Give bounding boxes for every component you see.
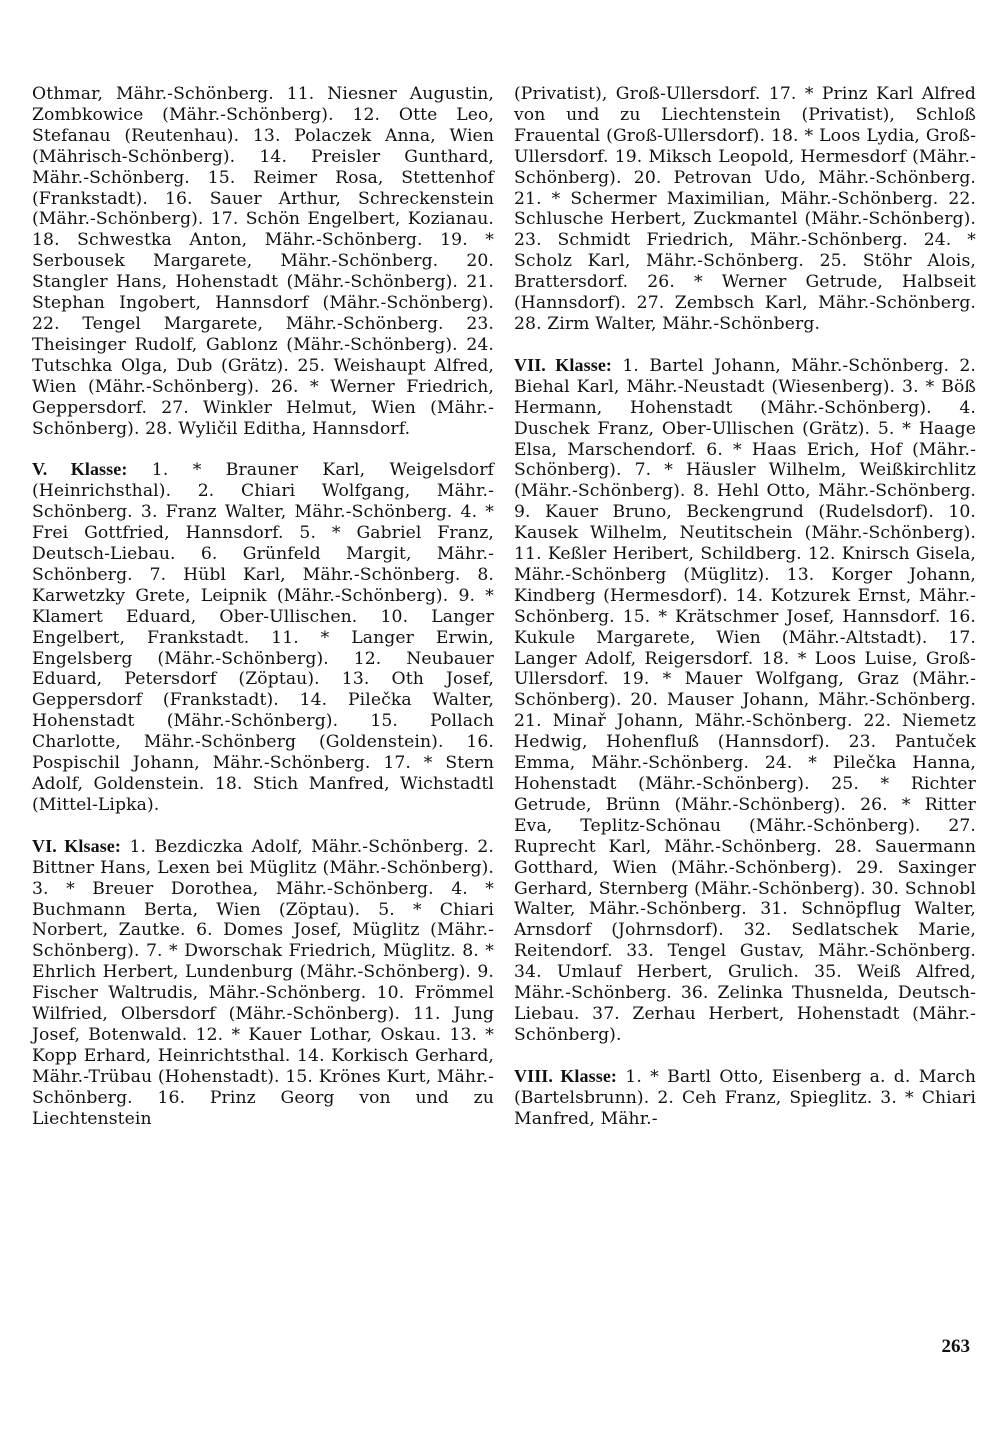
paragraph-class-4-continued: Othmar, Mähr.-Schönberg. 11. Niesner Augustin, Zombkowice (Mähr.-Schönberg). 12. Otte Leo, Stefanau (Reutenhau). 13. Polaczek Anna, Wien (Mährisch-Schönberg). 14. Preisler Gunthard, Mähr.-Schönberg. 15. Reimer Rosa, Stettenhof (Frankstadt). 16. Sauer Arthur, Schreckenstein (Mähr.-Schönberg). 17. Schön Engelbert, Kozianau. 18. Schwestka Anton, Mähr.-Schönberg. 19. * Serbousek Margarete, Mähr.-Schönberg. 20. Stangler Hans, Hohenstadt (Mähr.-Schönberg). 21. Stephan Ingobert, Hannsdorf (Mähr.-Schönberg). 22. Tengel Margarete, Mähr.-Schönberg. 23. Theisinger Rudolf, Gablonz (Mähr.-Schönberg). 24. Tutschka Olga, Dub (Grätz). 25. Weishaupt Alfred, Wien (Mähr.-Schönberg). 26. * Werner Friedrich, Geppersdorf. 27. Winkler Helmut, Wien (Mähr.-Schönberg). 28. Wyličil Editha, Hannsdorf. bbox=[32, 84, 494, 439]
class-7-list: 1. Bartel Johann, Mähr.-Schönberg. 2. Biehal Karl, Mähr.-Neustadt (Wiesenberg). 3. * Böß Hermann, Hohenstadt (Mähr.-Schönberg). 4. Duschek Franz, Ober-Ullischen (Grätz). 5. * Haage Elsa, Marschendorf. 6. * Haas Erich, Hof (Mähr.-Schönberg). 7. * Häusler Wilhelm, Weißkirchlitz (Mähr.-Schönberg). 8. Hehl Otto, Mähr.-Schönberg. 9. Kauer Bruno, Beckengrund (Rudelsdorf). 10. Kausek Wilhelm, Neutitschein (Mähr.-Schönberg). 11. Keßler Heribert, Schildberg. 12. Knirsch Gisela, Mähr.-Schönberg (Müglitz). 13. Korger Johann, Kindberg (Hermesdorf). 14. Kotzurek Ernst, Mähr.-Schönberg. 15. * Krätschmer Josef, Hannsdorf. 16. Kukule Margarete, Wien (Mähr.-Altstadt). 17. Langer Adolf, Reigersdorf. 18. * Loos Luise, Groß-Ullersdorf. 19. * Mauer Wolfgang, Graz (Mähr.-Schönberg). 20. Mauser Johann, Mähr.-Schönberg. 21. Minař Johann, Mähr.-Schönberg. 22. Niemetz Hedwig, Hohenfluß (Hannsdorf). 23. Pantuček Emma, Mähr.-Schönberg. 24. * Pilečka Hanna, Hohenstadt (Mähr.-Schönberg). 25. * Richter Getrude, Brünn (Mähr.-Schönberg). 26. * Ritter Eva, Teplitz-Schönau (Mähr.-Schönberg). 27. Ruprecht Karl, Mähr.-Schönberg. 28. Sauermann Gotthard, Wien (Mähr.-Schönberg). 29. Saxinger Gerhard, Sternberg (Mähr.-Schönberg). 30. Schnobl Walter, Mähr.-Schönberg. 31. Schnöpflug Walter, Arnsdorf (Johrnsdorf). 32. Sedlatschek Marie, Reitendorf. 33. Tengel Gustav, Mähr.-Schönberg. 34. Umlauf Herbert, Grulich. 35. Weiß Alfred, Mähr.-Schönberg. 36. Zelinka Thusnelda, Deutsch-Liebau. 37. Zerhau Herbert, Hohenstadt (Mähr.-Schönberg). bbox=[514, 355, 976, 1045]
paragraph-class-5 bbox=[32, 459, 494, 815]
paragraph-class-6 bbox=[32, 836, 494, 1130]
paragraph-class-8 bbox=[514, 1066, 976, 1130]
heading-class-7: VII. Klasse: bbox=[514, 354, 613, 375]
class-6-list: 1. Bezdiczka Adolf, Mähr.-Schönberg. 2. Bittner Hans, Lexen bei Müglitz (Mähr.-Schönberg). 3. * Breuer Dorothea, Mähr.-Schönberg. 4. * Buchmann Berta, Wien (Zöptau). 5. * Chiari Norbert, Zautke. 6. Domes Josef, Müglitz (Mähr.-Schönberg). 7. * Dworschak Friedrich, Müglitz. 8. * Ehrlich Herbert, Lundenburg (Mähr.-Schönberg). 9. Fischer Waltrudis, Mähr.-Schönberg. 10. Frömmel Wilfried, Olbersdorf (Mähr.-Schönberg). 11. Jung Josef, Botenwald. 12. * Kauer Lothar, Oskau. 13. * Kopp Erhard, Heinrichtsthal. 14. Korkisch Gerhard, Mähr.-Trübau (Hohenstadt). 15. Krönes Kurt, Mähr.-Schönberg. 16. Prinz Georg von und zu Liechtenstein bbox=[32, 836, 494, 1129]
class-8-list: 1. * Bartl Otto, Eisenberg a. d. March (Bartelsbrunn). 2. Ceh Franz, Spieglitz. 3. * Chiari Manfred, Mähr.- bbox=[514, 1066, 976, 1129]
right-column bbox=[514, 84, 976, 1130]
paragraph-class-7 bbox=[514, 355, 976, 1046]
class-5-list: 1. * Brauner Karl, Weigelsdorf (Heinrichsthal). 2. Chiari Wolfgang, Mähr.-Schönberg. 3. Franz Walter, Mähr.-Schönberg. 4. * Frei Gottfried, Hannsdorf. 5. * Gabriel Franz, Deutsch-Liebau. 6. Grünfeld Margit, Mähr.-Schönberg. 7. Hübl Karl, Mähr.-Schönberg. 8. Karwetzky Grete, Leipnik (Mähr.-Schönberg). 9. * Klamert Eduard, Ober-Ullischen. 10. Langer Engelbert, Frankstadt. 11. * Langer Erwin, Engelsberg (Mähr.-Schönberg). 12. Neubauer Eduard, Petersdorf (Zöptau). 13. Oth Josef, Geppersdorf (Frankstadt). 14. Pilečka Walter, Hohenstadt (Mähr.-Schönberg). 15. Pollach Charlotte, Mähr.-Schönberg (Goldenstein). 16. Pospischil Johann, Mähr.-Schönberg. 17. * Stern Adolf, Goldenstein. 18. Stich Manfred, Wichstadtl (Mittel-Lipka). bbox=[32, 460, 494, 815]
heading-class-8: VIII. Klasse: bbox=[514, 1065, 618, 1086]
heading-class-5: V. Klasse: bbox=[32, 459, 128, 480]
paragraph-class-6-continued: (Privatist), Groß-Ullersdorf. 17. * Prinz Karl Alfred von und zu Liechtenstein (Privatist), Schloß Frauental (Groß-Ullersdorf). 18. * Loos Lydia, Groß-Ullersdorf. 19. Miksch Leopold, Hermesdorf (Mähr.-Schönberg). 20. Petrovan Udo, Mähr.-Schönberg. 21. * Schermer Maximilian, Mähr.-Schönberg. 22. Schlusche Herbert, Zuckmantel (Mähr.-Schönberg). 23. Schmidt Friedrich, Mähr.-Schönberg. 24. * Scholz Karl, Mähr.-Schönberg. 25. Stöhr Alois, Brattersdorf. 26. * Werner Getrude, Halbseit (Hannsdorf). 27. Zembsch Karl, Mähr.-Schönberg. 28. Zirm Walter, Mähr.-Schönberg. bbox=[514, 84, 976, 334]
heading-class-6: VI. Klsase: bbox=[32, 835, 121, 856]
page-number: 263 bbox=[941, 1336, 970, 1357]
left-column bbox=[32, 84, 494, 1130]
